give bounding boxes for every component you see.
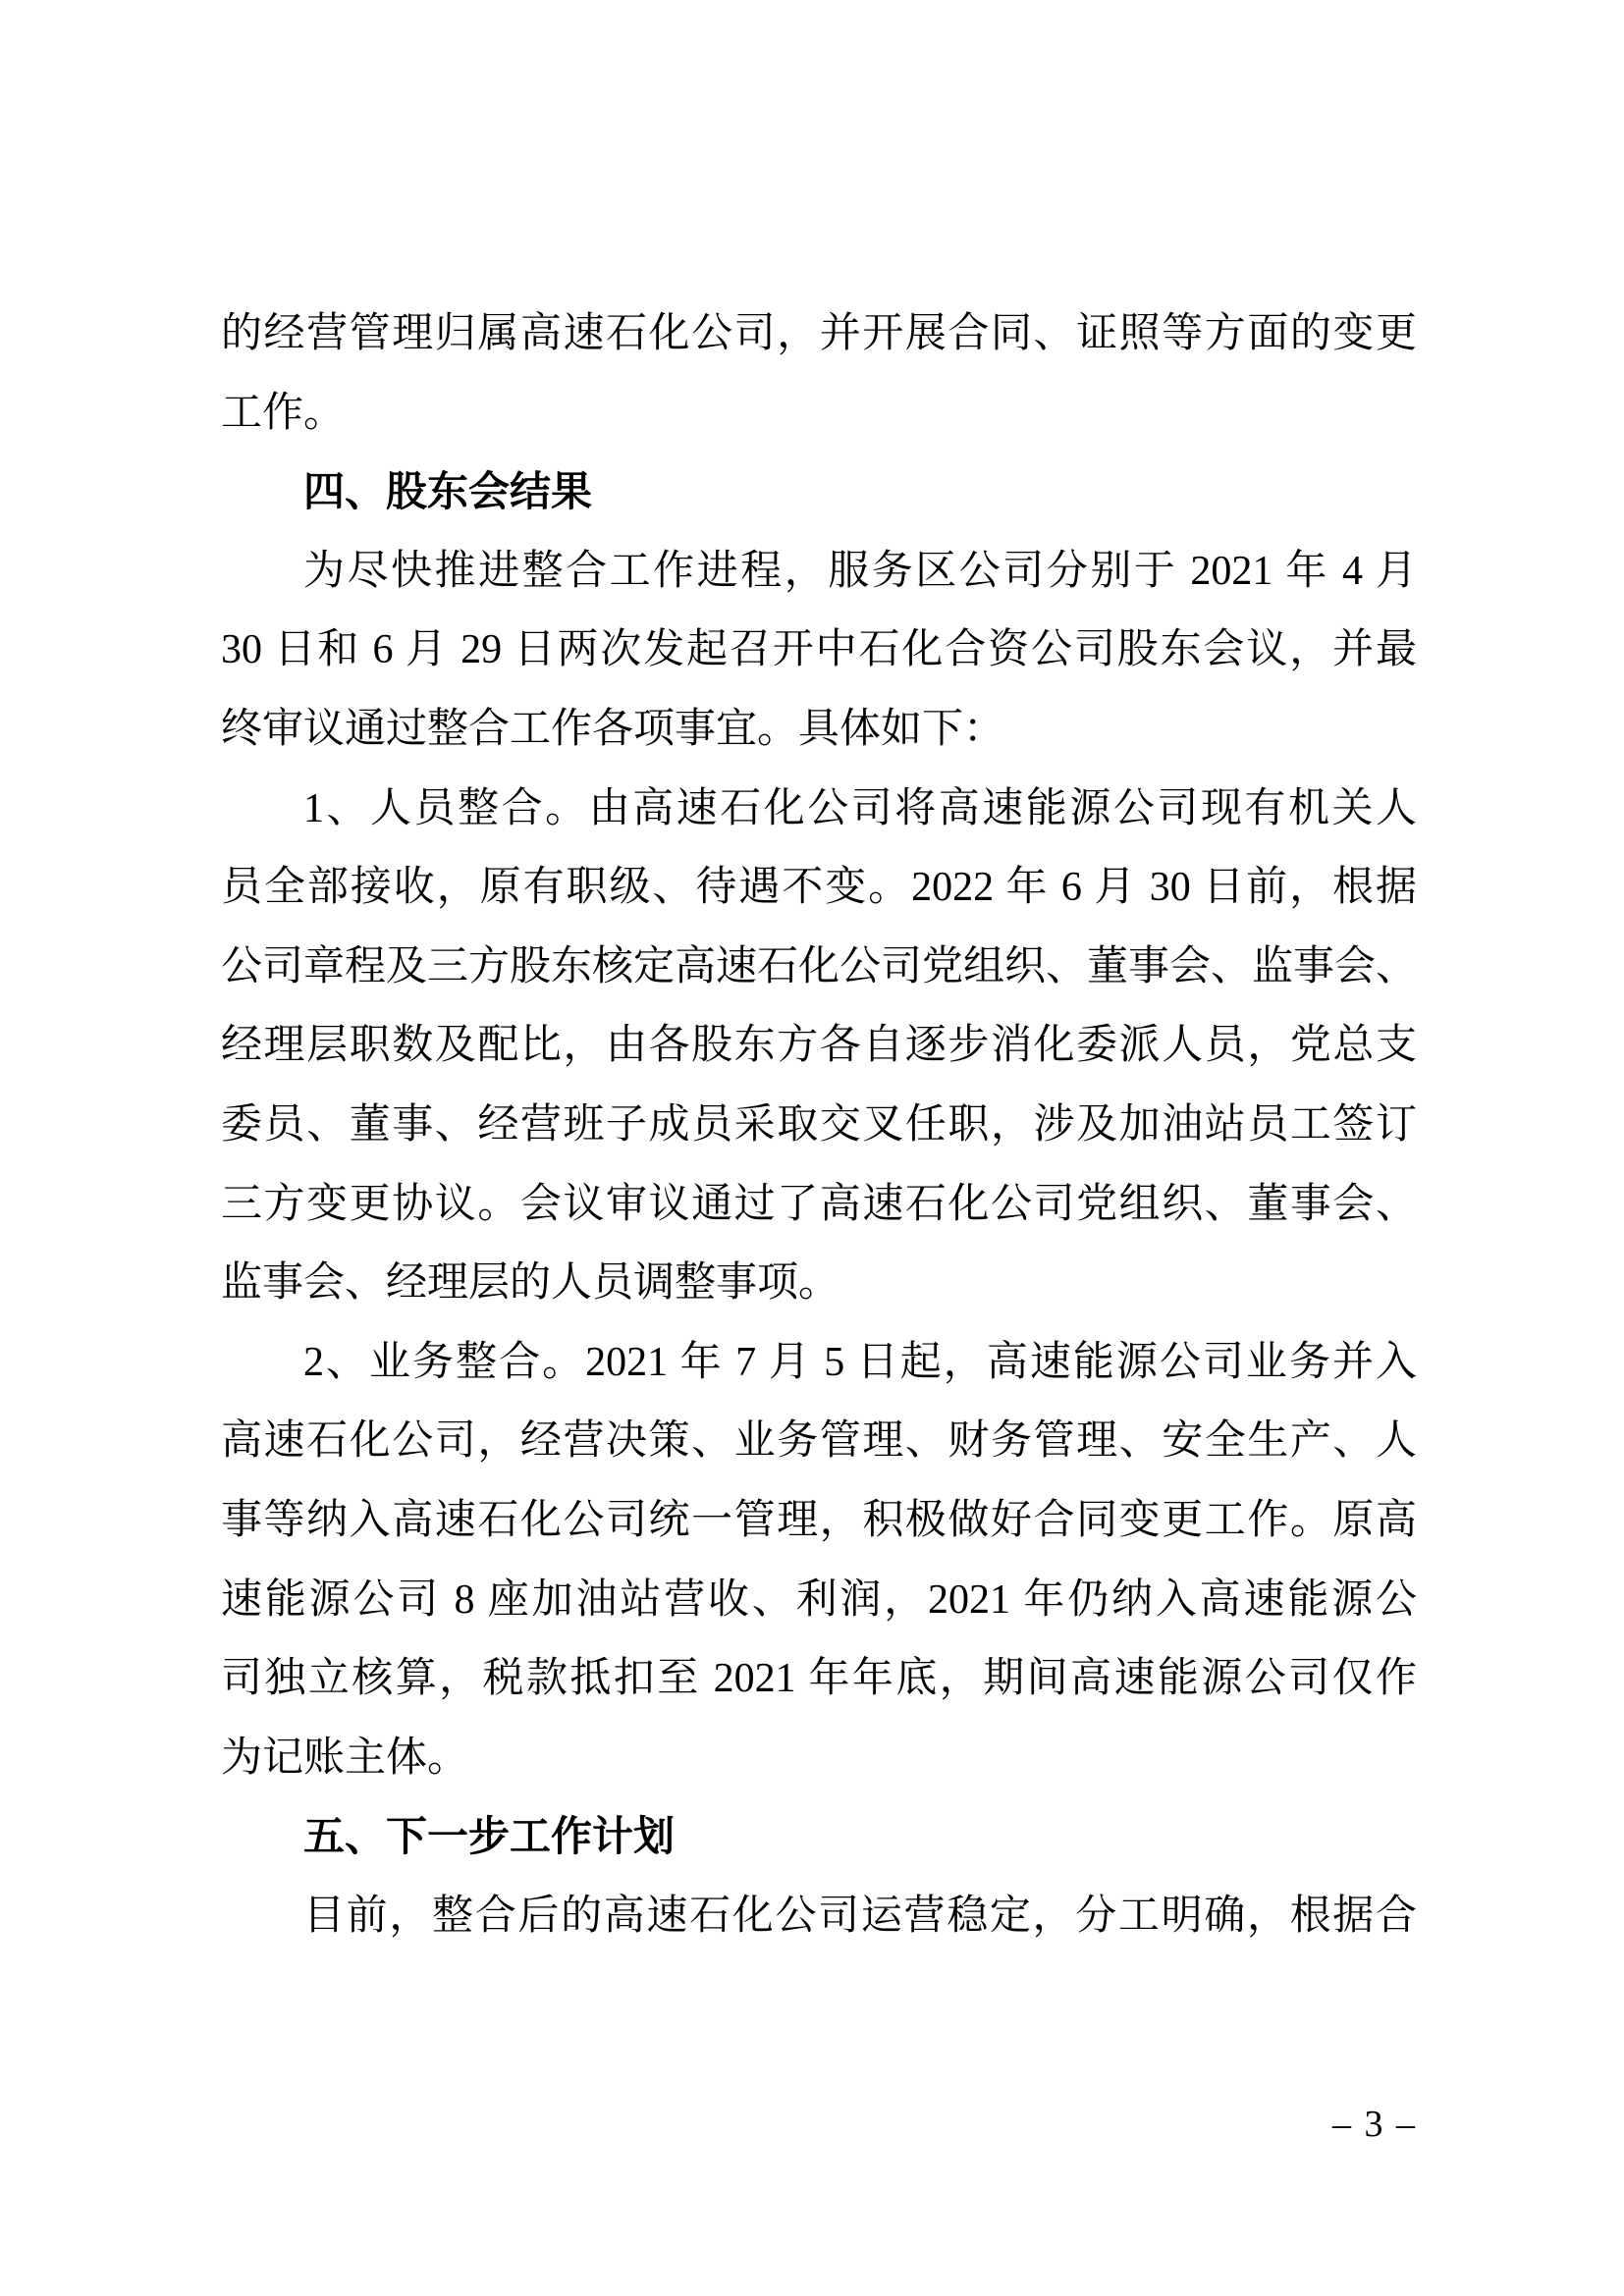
text-line: 员全部接收，原有职级、待遇不变。2022 年 6 月 30 日前，根据: [221, 865, 1417, 911]
text-line: 速能源公司 8 座加油站营收、利润，2021 年仍纳入高速能源公: [221, 1576, 1417, 1623]
text-line: 为尽快推进整合工作进程，服务区公司分别于 2021 年 4 月: [303, 548, 1417, 594]
text-line: 1、人员整合。由高速石化公司将高速能源公司现有机关人: [303, 785, 1417, 831]
text-line: 目前，整合后的高速石化公司运营稳定，分工明确，根据合: [303, 1893, 1417, 1939]
text-line: 司独立核算，税款抵扣至 2021 年年底，期间高速能源公司仅作: [221, 1656, 1417, 1702]
text-line: 2、业务整合。2021 年 7 月 5 日起，高速能源公司业务并入: [303, 1339, 1417, 1385]
document-body: [221, 294, 1417, 1955]
text-line: 公司章程及三方股东核定高速石化公司党组织、董事会、监事会、: [221, 943, 1418, 989]
text-line: 高速石化公司，经营决策、业务管理、财务管理、安全生产、人: [221, 1418, 1417, 1465]
text-line: 终审议通过整合工作各项事宜。具体如下：: [221, 706, 1005, 752]
text-line: 事等纳入高速石化公司统一管理，积极做好合同变更工作。原高: [221, 1497, 1417, 1543]
section-heading: 五、下一步工作计划: [303, 1813, 676, 1860]
text-line: 委员、董事、经营班子成员采取交叉任职，涉及加油站员工签订: [221, 1101, 1417, 1148]
text-line: 工作。: [221, 390, 346, 436]
section-heading: 四、股东会结果: [303, 468, 593, 515]
text-line: 的经营管理归属高速石化公司，并开展合同、证照等方面的变更: [221, 311, 1417, 356]
text-line: 30 日和 6 月 29 日两次发起召开中石化合资公司股东会议，并最: [221, 627, 1417, 673]
text-line: 三方变更协议。会议审议通过了高速石化公司党组织、董事会、: [221, 1181, 1417, 1227]
text-line: 为记账主体。: [221, 1735, 469, 1781]
text-line: 经理层职数及配比，由各股东方各自逐步消化委派人员，党总支: [221, 1023, 1417, 1069]
text-line: 监事会、经理层的人员调整事项。: [221, 1260, 840, 1307]
page-number: – 3 –: [1332, 2104, 1417, 2145]
